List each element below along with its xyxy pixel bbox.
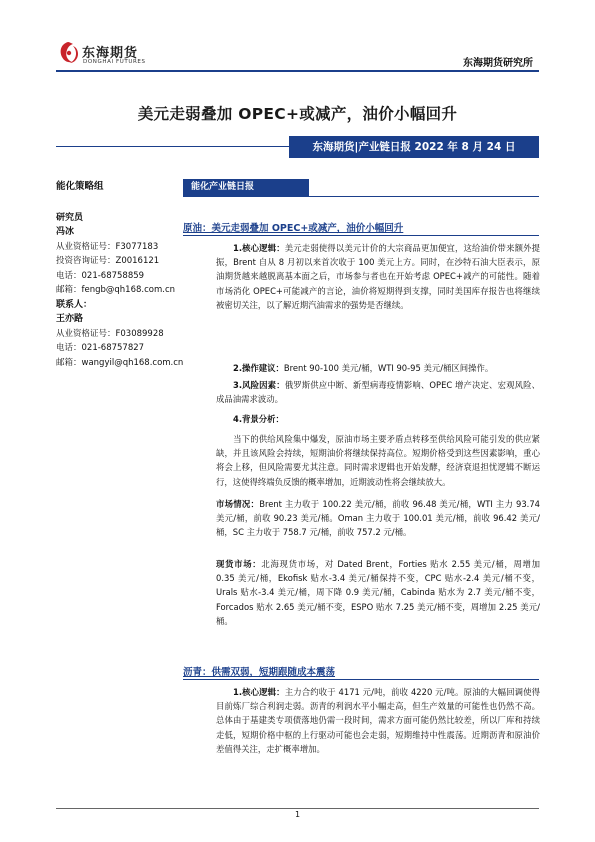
oil-operation-body: Brent 90-100 美元/桶，WTI 90-95 美元/桶区间操作。 (283, 363, 494, 373)
contact-email: 邮箱：wangyil@qh168.com.cn (56, 357, 184, 368)
researcher-cert: 从业资格证号：F3077183 (56, 241, 159, 252)
institute-name: 东海期货研究所 (463, 58, 533, 69)
oil-background-text: 当下的供给风险集中爆发，原油市场主要矛盾点转移至供给风险可能引发的供应紧缺，并且该风险会持续，短期油价将继续保持高位。短期价格受到这些因素影响，重心将会上移，但风险需要尤其注意。同时需求逻辑也开始发酵，经济衰退担忧逻辑不断运行，这使得终端负反馈的概率增加，近期波动性将会继续放大。 (216, 434, 540, 487)
researcher-email: 邮箱：fengb@qh168.com.cn (56, 285, 176, 295)
contact-cert: 从业资格证号：F03089928 (56, 328, 164, 339)
section-banner: 能化产业链日报 (183, 179, 309, 196)
logo-text-en: DONGHAI FUTURES (83, 59, 146, 65)
oil-operation (216, 361, 540, 375)
author-sidebar (56, 180, 184, 370)
oil-core-logic (216, 241, 540, 312)
report-date-bar: 东海期货|产业链日报 2022 年 8 月 24 日 (289, 136, 539, 158)
researcher-name: 冯冰 (56, 227, 75, 237)
asphalt-label: 沥青： (183, 667, 212, 678)
page-title: 美元走弱叠加 OPEC+或减产，油价小幅回升 (137, 105, 458, 123)
header-divider (56, 70, 539, 72)
oil-background-body (216, 432, 540, 489)
asphalt-headline: 供需双弱，短期跟随成本震荡 (211, 667, 336, 678)
donghai-logo-icon (56, 40, 80, 66)
oil-section-rule (183, 235, 539, 236)
oil-market (216, 497, 540, 540)
contact-phone: 电话：021-68757827 (56, 343, 145, 353)
oil-section-title (183, 220, 403, 234)
asphalt-section-rule (183, 679, 539, 680)
oil-background-head-line (216, 412, 540, 426)
page-number: 1 (294, 810, 301, 819)
oil-spot-body: 北海现货市场，对 Dated Brent，Forties 贴水 2.55 美元/桶，周增加 0.35 美元/桶，Ekofisk 贴水-3.4 美元/桶保持不变，CPC 贴水-2.4 美元/桶不变，Urals 贴水-3.4 美元/桶，周下降 0.9 美元/桶，Cabinda 贴水为 2.7 美元/桶不变，Forcados 贴水 2.65 美元/桶不变，ESPO 贴水 7.25 美元/桶不变，周增加 2.25 美元/桶。 (216, 559, 540, 626)
footer-divider (56, 808, 539, 809)
asphalt-core-logic-body: 主力合约收于 4171 元/吨，前收 4220 元/吨。原油的大幅回调使得目前炼厂综合利润走弱。沥青的利润水平小幅走高，但生产效量的可能性也仍然不高。总体由于基建类专项债落地仍需一段时间，需求方面可能仍然比较差，所以厂库和持续走低，短期价格中枢的上行驱动可能也会走弱，短期维持中性震荡。近期沥青和原油价差值得关注，走扩概率增加。 (216, 687, 541, 754)
oil-core-logic-body: 美元走弱使得以美元计价的大宗商品更加便宜，这给油价带来额外提振，Brent 自从 8 月初以来首次收于 100 美元上方。同时，在沙特石油大臣表示，原油期货越来越脱离基本面之后，市场参与者也在开始考虑 OPEC+减产的可能性。随着市场消化 OPEC+可能减产的言论，油价将短期得到支撑，同时美国库存报告也将继续被密切关注，以了解近期汽油需求的强势是否继续。 (216, 243, 540, 310)
banner-divider (183, 196, 539, 197)
oil-risk-body: 俄罗斯供应中断、新型病毒疫情影响、OPEC 增产决定、宏观风险、成品油需求波动。 (216, 380, 540, 405)
oil-spot-head: 现货市场： (216, 559, 262, 569)
contact-role: 联系人： (56, 299, 93, 310)
oil-background-head: 4.背景分析： (233, 414, 284, 424)
asphalt-section-title (183, 664, 335, 678)
oil-market-body: Brent 主力收于 100.22 美元/桶，前收 96.48 美元/桶，WTI 主力 93.74 美元/桶，前收 90.23 美元/桶。Oman 主力收于 100.01 美元/桶，前收 96.42 美元/桶，SC 主力收于 758.7 元/桶，前收 757.2 元/桶。 (216, 499, 540, 538)
researcher-invest-cert: 投资咨询证号：Z0016121 (56, 256, 160, 266)
oil-headline: 美元走弱叠加 OPEC+或减产，油价小幅回升 (211, 223, 404, 234)
company-logo (56, 40, 166, 70)
asphalt-core-logic (216, 685, 540, 756)
oil-label: 原油： (183, 223, 212, 234)
researcher-role: 研究员 (56, 212, 84, 223)
asphalt-core-logic-head: 1.核心逻辑： (233, 687, 285, 697)
oil-risk-head: 3.风险因素： (233, 380, 285, 390)
contact-name: 王亦路 (56, 314, 84, 324)
oil-operation-head: 2.操作建议： (233, 363, 284, 373)
strategy-group: 能化策略组 (56, 181, 104, 192)
oil-market-head: 市场情况： (216, 499, 260, 509)
oil-risk (216, 378, 540, 406)
researcher-phone: 电话：021-68758859 (56, 270, 145, 281)
logo-text-cn: 东海期货 (82, 46, 139, 61)
oil-spot (216, 557, 540, 628)
oil-core-logic-head: 1.核心逻辑： (233, 243, 285, 253)
